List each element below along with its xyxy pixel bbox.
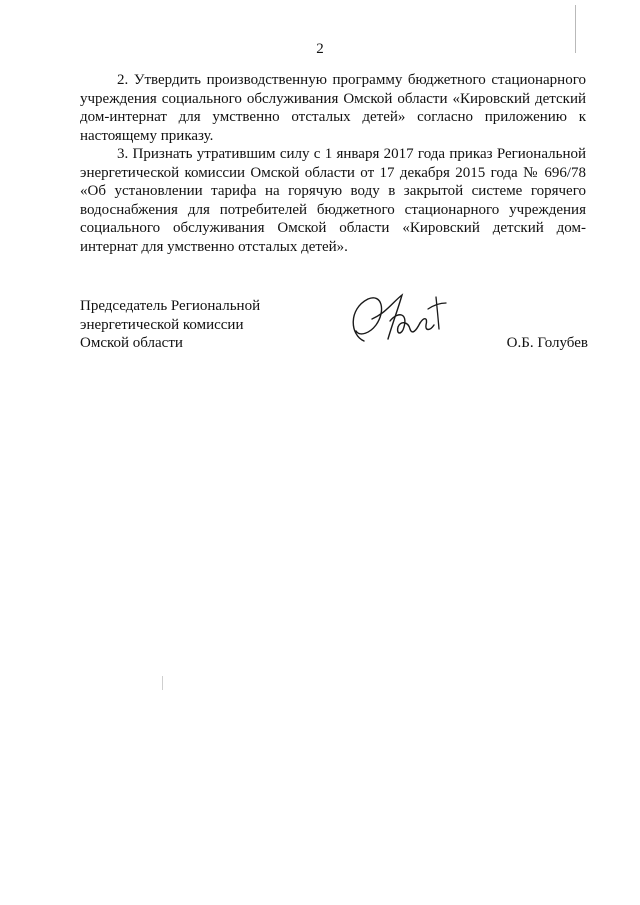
scan-artifact-dot [162,676,163,690]
signatory-title-line: Председатель Региональной [80,298,261,314]
document-body [80,71,586,256]
paragraph-repeal-order: 3. Признать утратившим силу с 1 января 2017 года приказ Региональной энергетической комиссии Омской области от 17 декабря 2015 года № 696/78 «Об установлении тарифа на горячую воду в закрытой системе горячего водоснабжения для потребителей бюджетного стационарного учреждения социального обслуживания Омской области «Кировский детский дом-интернат для умственно отсталых детей». [80,146,586,255]
signatory-title-line: Омской области [80,335,183,351]
signature-drawing [342,291,452,349]
handwritten-signature [342,291,452,349]
signatory-title [80,297,300,353]
signatory-name: О.Б. Голубев [506,335,588,351]
paragraph-approve-program: 2. Утвердить производственную программу бюджетного стационарного учреждения социального обслуживания Омской области «Кировский детский дом-интернат для умственно отсталых детей» согласно приложению к настоящему приказу. [80,72,586,144]
signature-block [80,297,586,357]
page-number: 2 [316,41,324,57]
signatory-title-line: энергетической комиссии [80,316,244,333]
